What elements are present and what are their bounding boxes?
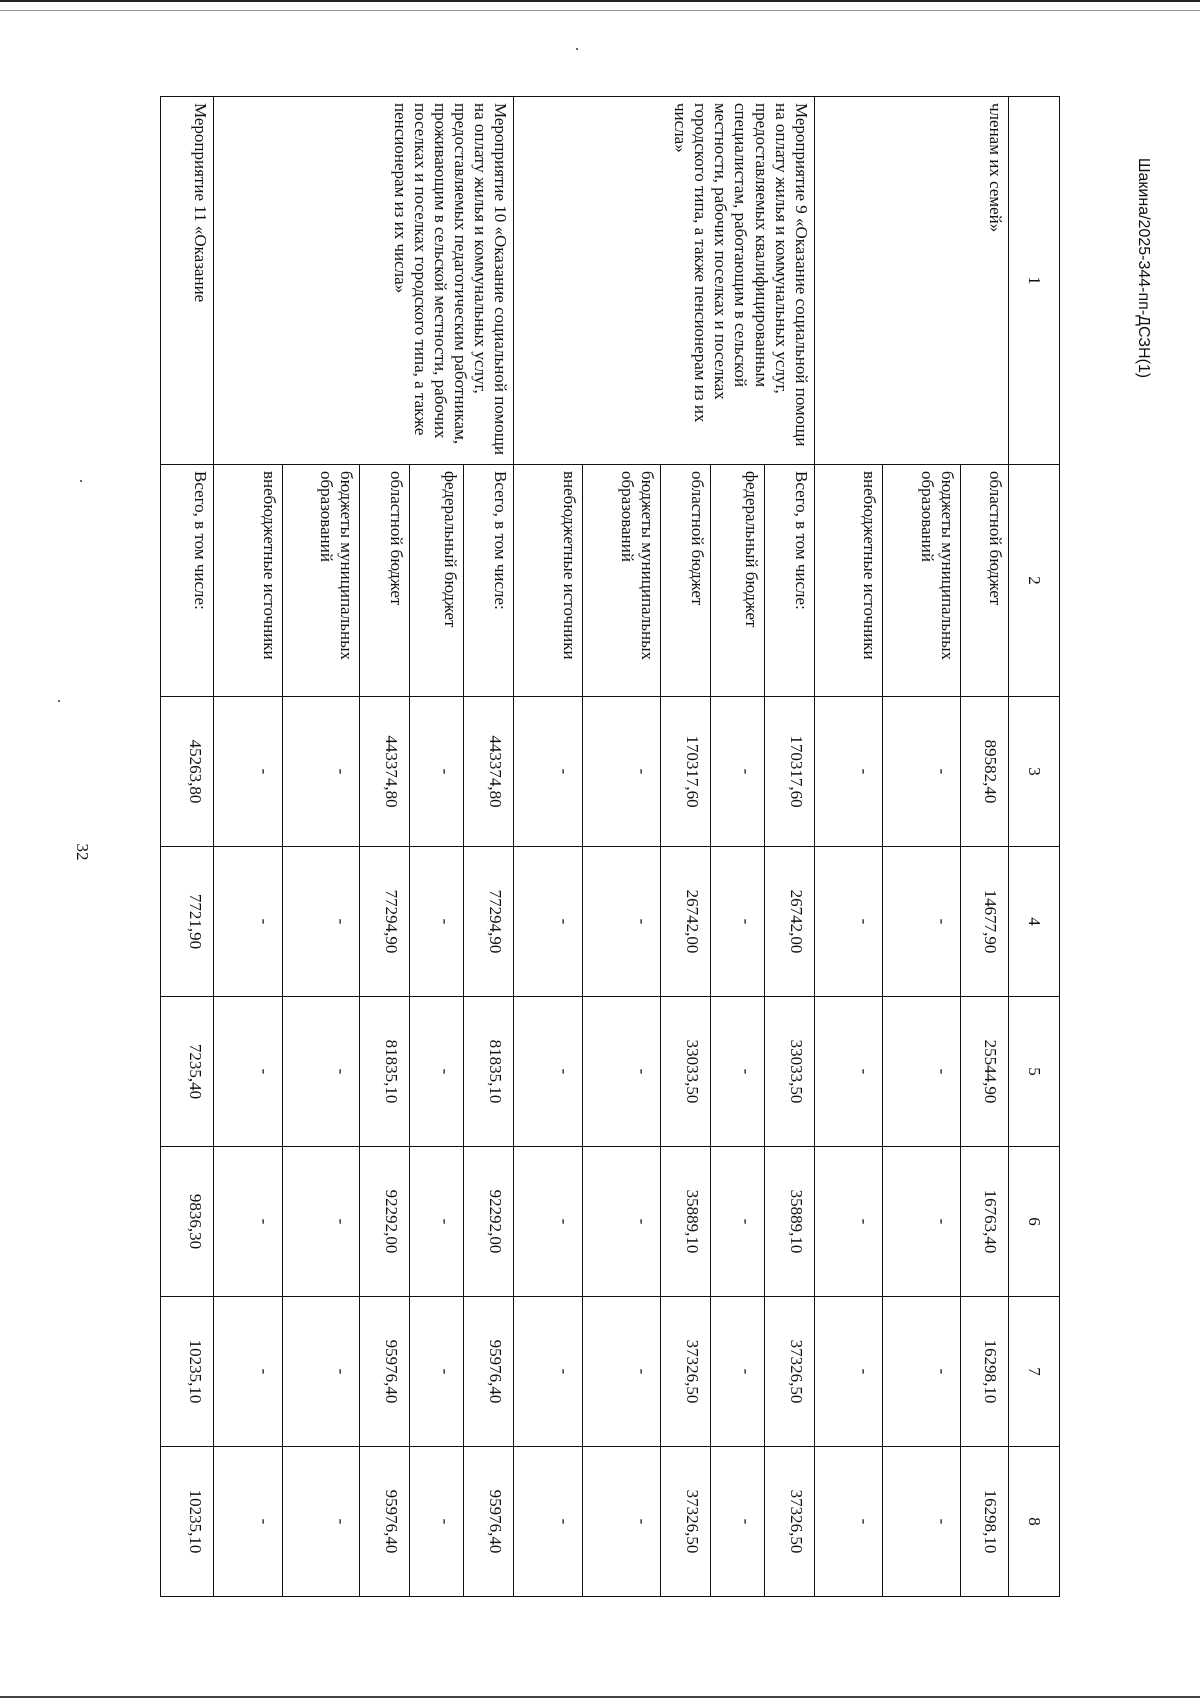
funding-source-cell: внебюджетные источники: [814, 465, 883, 697]
amount-cell: 16298,10: [961, 1447, 1009, 1597]
amount-cell: 33033,50: [660, 997, 710, 1147]
amount-cell: 33033,50: [764, 997, 814, 1147]
amount-cell: 443374,80: [464, 697, 514, 847]
amount-cell: -: [883, 1447, 961, 1597]
amount-cell: -: [710, 847, 764, 997]
amount-cell: 14677,90: [961, 847, 1009, 997]
column-header: 1: [1008, 97, 1059, 465]
amount-cell: -: [883, 1297, 961, 1447]
amount-cell: 77294,90: [464, 847, 514, 997]
amount-cell: -: [583, 1447, 661, 1597]
amount-cell: -: [883, 997, 961, 1147]
column-header: 7: [1008, 1297, 1059, 1447]
amount-cell: -: [213, 1447, 282, 1597]
funding-source-cell: бюджеты муниципальных образований: [883, 465, 961, 697]
amount-cell: -: [514, 1447, 583, 1597]
amount-cell: -: [583, 1297, 661, 1447]
amount-cell: -: [514, 1297, 583, 1447]
table-row: [961, 97, 1009, 1597]
amount-cell: -: [410, 1297, 464, 1447]
amount-cell: 26742,00: [660, 847, 710, 997]
document-code: Шакина/2025-344-пп-ДСЗН(1): [1135, 157, 1152, 379]
amount-cell: -: [213, 997, 282, 1147]
amount-cell: -: [710, 697, 764, 847]
amount-cell: 35889,10: [764, 1147, 814, 1297]
amount-cell: 37326,50: [660, 1447, 710, 1597]
funding-source-cell: бюджеты муниципальных образований: [282, 465, 360, 697]
amount-cell: -: [410, 1447, 464, 1597]
amount-cell: 170317,60: [660, 697, 710, 847]
amount-cell: 95976,40: [464, 1447, 514, 1597]
amount-cell: -: [213, 847, 282, 997]
scan-speck: [576, 48, 578, 50]
measure-title-cell: членам их семей»: [814, 97, 1008, 465]
amount-cell: -: [410, 697, 464, 847]
amount-cell: -: [814, 1297, 883, 1447]
amount-cell: 81835,10: [360, 997, 410, 1147]
amount-cell: -: [514, 1147, 583, 1297]
amount-cell: -: [583, 1147, 661, 1297]
amount-cell: -: [883, 697, 961, 847]
measure-title-cell: Мероприятие 11 «Оказание: [161, 97, 214, 465]
amount-cell: 26742,00: [764, 847, 814, 997]
amount-cell: 77294,90: [360, 847, 410, 997]
amount-cell: -: [583, 697, 661, 847]
amount-cell: -: [282, 1147, 360, 1297]
table-row: [764, 97, 814, 1597]
amount-cell: 35889,10: [660, 1147, 710, 1297]
amount-cell: -: [514, 847, 583, 997]
amount-cell: -: [282, 1297, 360, 1447]
amount-cell: 81835,10: [464, 997, 514, 1147]
amount-cell: 7721,90: [161, 847, 214, 997]
column-header: 8: [1008, 1447, 1059, 1597]
amount-cell: 443374,80: [360, 697, 410, 847]
funding-source-cell: Всего, в том числе:: [764, 465, 814, 697]
amount-cell: -: [282, 997, 360, 1147]
amount-cell: -: [583, 997, 661, 1147]
amount-cell: -: [282, 1447, 360, 1597]
amount-cell: -: [710, 997, 764, 1147]
measure-title-cell: Мероприятие 10 «Оказание социальной помощи на оплату жилья и коммунальных услуг, предоставляемых педагогическим работникам, проживающим в сельской местности, рабочих поселках и поселках городского типа, а также пенсионерам из их числа»: [213, 97, 513, 465]
amount-cell: -: [814, 1447, 883, 1597]
amount-cell: -: [814, 1147, 883, 1297]
amount-cell: 95976,40: [360, 1447, 410, 1597]
amount-cell: 45263,80: [161, 697, 214, 847]
table-row: [161, 97, 214, 1597]
funding-source-cell: областной бюджет: [961, 465, 1009, 697]
amount-cell: -: [282, 697, 360, 847]
amount-cell: -: [410, 847, 464, 997]
column-header: 6: [1008, 1147, 1059, 1297]
top-scan-border: [0, 0, 1200, 2]
amount-cell: -: [213, 697, 282, 847]
amount-cell: -: [514, 997, 583, 1147]
amount-cell: 92292,00: [464, 1147, 514, 1297]
column-header: 5: [1008, 997, 1059, 1147]
amount-cell: -: [514, 697, 583, 847]
column-header: 3: [1008, 697, 1059, 847]
amount-cell: 92292,00: [360, 1147, 410, 1297]
funding-source-cell: областной бюджет: [660, 465, 710, 697]
amount-cell: 10235,10: [161, 1297, 214, 1447]
amount-cell: -: [883, 847, 961, 997]
amount-cell: -: [710, 1447, 764, 1597]
funding-table-rotated: [0, 96, 1060, 1554]
amount-cell: 25544,90: [961, 997, 1009, 1147]
amount-cell: -: [710, 1297, 764, 1447]
amount-cell: -: [213, 1297, 282, 1447]
amount-cell: 37326,50: [764, 1297, 814, 1447]
bottom-scan-border: [0, 1696, 1200, 1698]
amount-cell: -: [410, 997, 464, 1147]
amount-cell: -: [410, 1147, 464, 1297]
top-scan-line: [0, 10, 1200, 11]
amount-cell: -: [213, 1147, 282, 1297]
amount-cell: 170317,60: [764, 697, 814, 847]
funding-source-cell: федеральный бюджет: [410, 465, 464, 697]
amount-cell: -: [883, 1147, 961, 1297]
amount-cell: 37326,50: [660, 1297, 710, 1447]
amount-cell: 10235,10: [161, 1447, 214, 1597]
amount-cell: -: [814, 997, 883, 1147]
column-number-row: [1008, 97, 1059, 1597]
amount-cell: -: [583, 847, 661, 997]
amount-cell: 89582,40: [961, 697, 1009, 847]
amount-cell: 37326,50: [764, 1447, 814, 1597]
amount-cell: 16298,10: [961, 1297, 1009, 1447]
amount-cell: -: [282, 847, 360, 997]
amount-cell: -: [710, 1147, 764, 1297]
measure-title-cell: Мероприятие 9 «Оказание социальной помощи на оплату жилья и коммунальных услуг, предоставляемых квалифицированным специалистам, работающим в сельской местности, рабочих поселках и поселках городского типа, а также пенсионерам из их числа»: [514, 97, 814, 465]
funding-source-cell: внебюджетные источники: [514, 465, 583, 697]
table-body: [161, 97, 1060, 1597]
amount-cell: 95976,40: [360, 1297, 410, 1447]
column-header: 4: [1008, 847, 1059, 997]
amount-cell: 95976,40: [464, 1297, 514, 1447]
funding-source-cell: областной бюджет: [360, 465, 410, 697]
table-row: [464, 97, 514, 1597]
amount-cell: 7235,40: [161, 997, 214, 1147]
funding-source-cell: федеральный бюджет: [710, 465, 764, 697]
column-header: 2: [1008, 465, 1059, 697]
amount-cell: 16763,40: [961, 1147, 1009, 1297]
amount-cell: -: [814, 697, 883, 847]
funding-source-cell: внебюджетные источники: [213, 465, 282, 697]
funding-source-cell: бюджеты муниципальных образований: [583, 465, 661, 697]
amount-cell: 9836,30: [161, 1147, 214, 1297]
amount-cell: -: [814, 847, 883, 997]
funding-source-cell: Всего, в том числе:: [464, 465, 514, 697]
funding-source-cell: Всего, в том числе:: [161, 465, 214, 697]
page-number: 32: [73, 843, 92, 861]
funding-table: [160, 96, 1060, 1597]
